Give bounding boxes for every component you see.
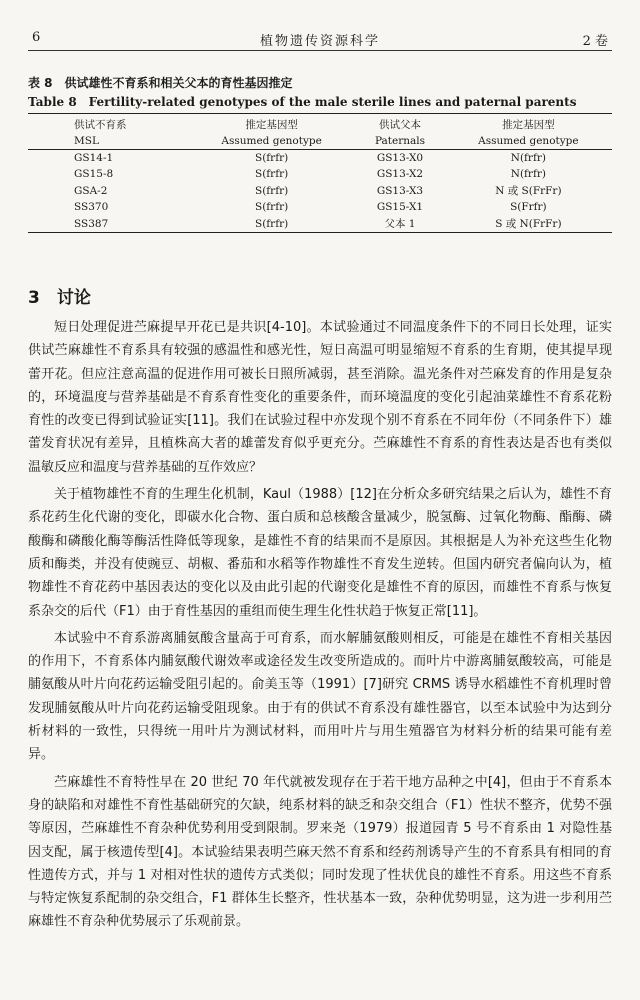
table-row [28, 166, 612, 182]
table-caption-en: Table 8 Fertility-related genotypes of the male sterile lines and paternal parents [28, 95, 577, 109]
paragraph: 苎麻雄性不育特性早在 20 世纪 70 年代就被发现存在于若干地方品种之中[4]，但由于不育系本身的缺陷和对雄性不育性基础研究的欠缺，纯系材料的缺乏和杂交组合（F1）性状不整齐，优势不强等原因，苎麻雄性不育杂种优势利用受到限制。罗来尧（1979）报道园青 5 号不育系由 1 对隐性基因支配，属于核遗传型[4]。本试验结果表明苎麻天然不育系和经药剂诱导产生的不育系具有相同的育性遗传方式，并与 1 对相对性状的遗传方式类似；同时发现了性状优良的雄性不育系。用这些不育系与特定恢复系配制的杂交组合，F1 群体生长整齐，性状基本一致，杂种优势明显，这为进一步利用苎麻雄性不育杂种优势展示了乐观前景。 [28, 774, 612, 930]
header-cell: 推定基因型 [445, 114, 612, 134]
table-cell: N(frfr) [510, 152, 546, 164]
table-cell: SS370 [74, 201, 109, 213]
table-header-row-cn [28, 114, 612, 134]
table-row [28, 199, 612, 215]
table-cell: GS15-X1 [376, 201, 424, 213]
table-cell: GS13-X3 [376, 184, 424, 197]
page-number: 6 [32, 30, 41, 45]
running-header [28, 28, 612, 51]
section-heading: 3 讨论 [28, 288, 91, 308]
header-cell: 供试父本 [355, 114, 445, 134]
header-cell: 推定基因型 [188, 114, 355, 134]
table-row [28, 150, 612, 167]
section-body [28, 316, 612, 938]
volume-label: 2 卷 [582, 34, 608, 49]
table-cell: S(frfr) [188, 215, 355, 233]
table-cell: GS13-X2 [376, 168, 424, 180]
paragraph: 本试验中不育系游离脯氨酸含量高于可育系，而水解脯氨酸则相反，可能是在雄性不育相关基因的作用下，不育系体内脯氨酸代谢效率或途径发生改变所造成的。而叶片中游离脯氨酸较高，可能是脯氨酸从叶片向花药运输受阻引起的。俞美玉等（1991）[7]研究 CRMS 诱导水稻雄性不育机理时曾发现脯氨酸从叶片向花药运输受阻现象。由于有的供试不育系没有雄性器官，以至本试验中为达到分析材料的一致性，只得统一用叶片为测试材料，而用叶片与用生殖器官为材料分析的结果可能有差异。 [28, 630, 612, 763]
table-cell: GSA-2 [74, 184, 108, 197]
table-caption-cn: 表 8 供试雄性不育系和相关父本的育性基因推定 [28, 76, 293, 90]
table-cell: S(frfr) [255, 168, 289, 180]
table-row [28, 182, 612, 199]
header-cell: Assumed genotype [445, 133, 612, 150]
header-cell: Paternals [355, 133, 445, 150]
table-cell: S(frfr) [255, 152, 289, 164]
header-cell: 供试不育系 [28, 114, 188, 134]
table-cell: GS15-8 [74, 168, 114, 180]
table-cell: S(frfr) [255, 201, 289, 213]
table-cell: SS387 [28, 215, 188, 233]
table-cell: N(frfr) [510, 168, 546, 180]
table-cell: 父本 1 [355, 215, 445, 233]
table-cell: S(frfr) [255, 184, 289, 197]
table-cell: S 或 N(FrFr) [445, 215, 612, 233]
genotype-table [28, 113, 612, 233]
header-cell: Assumed genotype [188, 133, 355, 150]
table-header-row-en [28, 133, 612, 150]
table-row [28, 215, 612, 233]
table-cell: GS14-1 [74, 152, 114, 164]
header-cell: MSL [28, 133, 188, 150]
table-cell: N 或 S(FrFr) [495, 185, 562, 197]
table-cell: S(Frfr) [510, 201, 547, 213]
journal-title: 植物遗传资源科学 [259, 34, 380, 49]
paragraph: 短日处理促进苎麻提早开花已是共识[4-10]。本试验通过不同温度条件下的不同日长处理，证实供试苎麻雄性不育系具有较强的感温性和感光性，短日高温可明显缩短不育系的生育期，使其提早现蕾开花。但应注意高温的促进作用可被长日照所减弱，甚至消除。温光条件对苎麻发育的作用是复杂的，环境温度与营养基础是不育系育性变化的重要条件，而环境温度的变化引起油菜雄性不育系花粉育性的改变已得到试验证实[11]。我们在试验过程中亦发现个别不育系在不同年份（不同条件下）雄蕾发育状况有差异，且植株高大者的雄蕾发育似乎更充分。苎麻雄性不育系的育性表达是否也有类似温敏反应和温度与营养基础的互作效应？ [28, 320, 612, 475]
table-cell: GS13-X0 [376, 152, 424, 164]
paragraph: 关于植物雄性不育的生理生化机制，Kaul（1988）[12]在分析众多研究结果之后认为，雄性不育系花药生化代谢的变化，即碳水化合物、蛋白质和总核酸含量减少，脱氢酶、过氧化物酶、酯酶、磷酸酶和磷酸化酶等酶活性降低等现象，是雄性不育的结果而不是原因。其根据是人为补充这些生化物质和酶类，并没有使豌豆、胡椒、番茄和水稻等作物雄性不育发生逆转。但国内研究者偏向认为，植物雄性不育花药中基因表达的变化以及由此引起的代谢变化是雄性不育的原因，而雄性不育系与恢复系杂交的后代（F1）由于育性基因的重组而使生理生化性状趋于恢复正常[11]。 [28, 487, 612, 619]
